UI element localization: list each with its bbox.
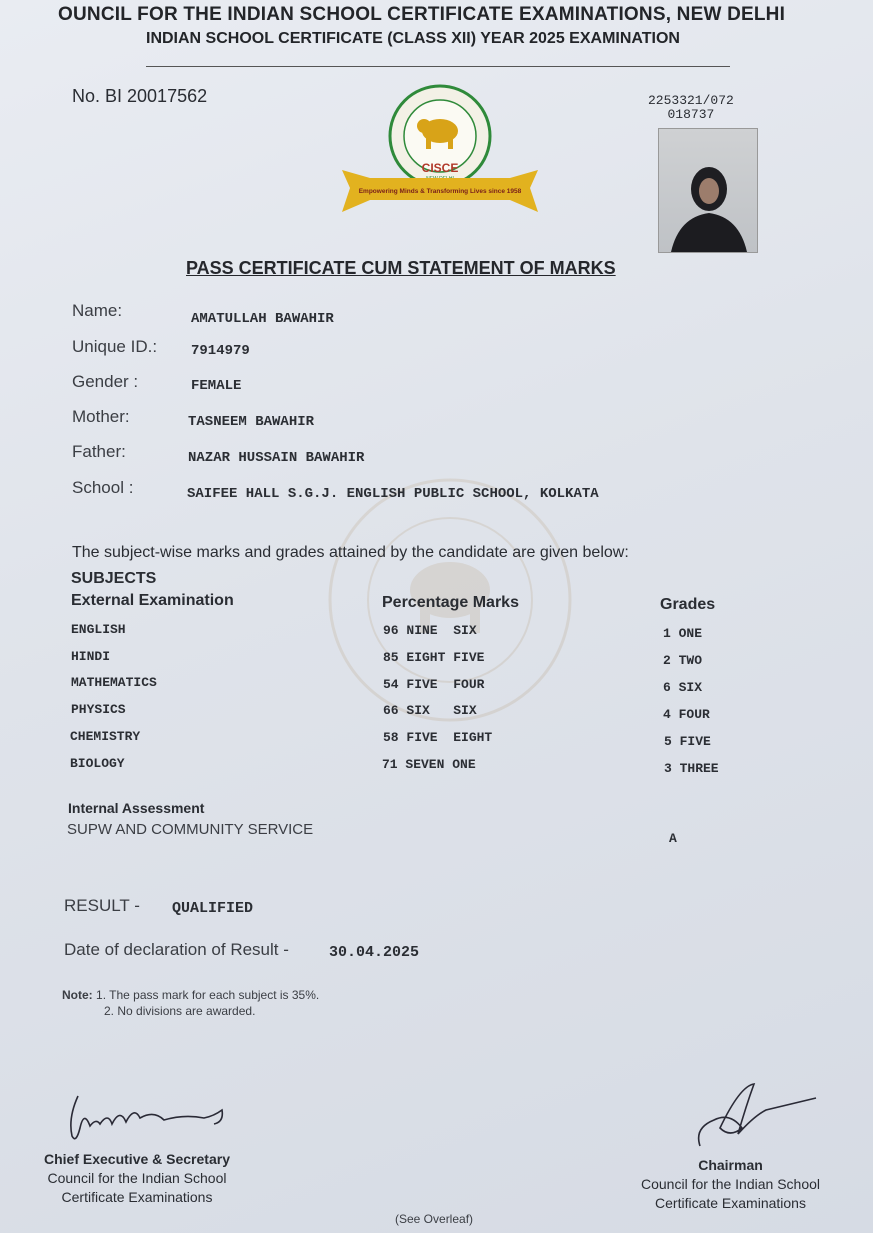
certificate-number: No. BI 20017562 [72,86,208,106]
person-photo-icon [659,129,757,252]
secretary-org-line-2: Certificate Examinations [61,1189,213,1205]
name-label: Name: [72,301,123,320]
cisce-logo-icon [340,84,540,218]
table-row-marks: 96 NINE SIX [383,623,477,638]
table-row-grade: 2 TWO [663,653,703,668]
gender-label: Gender : [72,372,139,391]
logo-ribbon-text: Empowering Minds & Transforming Lives since 1958 [358,188,522,195]
note-2: 2. No divisions are awarded. [104,1004,256,1018]
table-row-grade: 3 THREE [664,761,719,776]
marks-intro: The subject-wise marks and grades attained by the candidate are given below: [72,544,629,561]
candidate-school: SAIFEE HALL S.G.J. ENGLISH PUBLIC SCHOOL, KOLKATA [187,486,599,502]
declaration-date: 30.04.2025 [329,944,420,961]
candidate-uid: 7914979 [191,343,250,359]
certificate-title: PASS CERTIFICATE CUM STATEMENT OF MARKS [186,258,616,278]
declaration-label: Date of declaration of Result - [64,940,289,959]
chairman-signature-icon [690,1076,820,1156]
exam-heading: INDIAN SCHOOL CERTIFICATE (CLASS XII) YEAR 2025 EXAMINATION [146,30,680,47]
result-value: QUALIFIED [172,900,254,917]
uid-label: Unique ID.: [72,337,158,356]
candidate-father: NAZAR HUSSAIN BAWAHIR [188,450,365,466]
note-label: Note: [62,988,93,1002]
internal-assessment-label: Internal Assessment [68,800,205,816]
table-row-subject: ENGLISH [71,622,126,637]
candidate-gender: FEMALE [191,378,242,394]
external-header: External Examination [71,592,234,609]
notes-block [62,987,319,1019]
serial-number [648,94,734,122]
table-row-grade: 5 FIVE [664,734,711,749]
table-row-grade: 6 SIX [663,680,703,695]
table-row-grade: 1 ONE [663,626,703,641]
table-row-subject: HINDI [71,649,111,664]
council-heading: OUNCIL FOR THE INDIAN SCHOOL CERTIFICATE EXAMINATIONS, NEW DELHI [58,4,786,25]
father-label: Father: [72,442,126,461]
secretary-signature-icon [64,1088,234,1148]
marks-header: Percentage Marks [382,594,519,611]
serial-line-2: 018737 [667,107,715,122]
table-row-marks: 54 FIVE FOUR [383,677,485,692]
table-row-subject: MATHEMATICS [71,675,157,690]
candidate-name: AMATULLAH BAWAHIR [191,311,334,327]
table-row-subject: CHEMISTRY [70,729,141,744]
grades-header: Grades [660,596,716,613]
table-row-marks: 85 EIGHT FIVE [383,650,485,665]
candidate-mother: TASNEEM BAWAHIR [188,414,315,430]
subjects-header: SUBJECTS [71,570,157,587]
table-row-marks: 66 SIX SIX [383,703,477,718]
mother-label: Mother: [72,407,130,426]
internal-grade: A [669,831,677,846]
secretary-block [44,1150,230,1207]
table-row-subject: BIOLOGY [70,756,125,771]
heading-underline [146,66,730,67]
table-row-grade: 4 FOUR [663,707,710,722]
serial-line-1: 2253321/072 [648,93,734,108]
result-label: RESULT - [64,896,140,915]
table-row-marks: 71 SEVEN ONE [382,757,476,772]
secretary-org-line-1: Council for the Indian School [47,1170,227,1186]
internal-subject: SUPW AND COMMUNITY SERVICE [67,821,314,838]
logo-name: CISCE [421,161,459,175]
see-overleaf: (See Overleaf) [395,1212,474,1226]
chairman-org-line-1: Council for the Indian School [641,1176,820,1192]
chairman-block [641,1156,820,1213]
table-row-marks: 58 FIVE EIGHT [383,730,493,745]
chairman-title: Chairman [698,1157,763,1173]
table-row-subject: PHYSICS [71,702,126,717]
chairman-org-line-2: Certificate Examinations [655,1195,806,1211]
secretary-title: Chief Executive & Secretary [44,1151,230,1167]
school-label: School : [72,478,134,497]
note-1: 1. The pass mark for each subject is 35%. [96,988,320,1002]
candidate-photo [658,128,758,253]
